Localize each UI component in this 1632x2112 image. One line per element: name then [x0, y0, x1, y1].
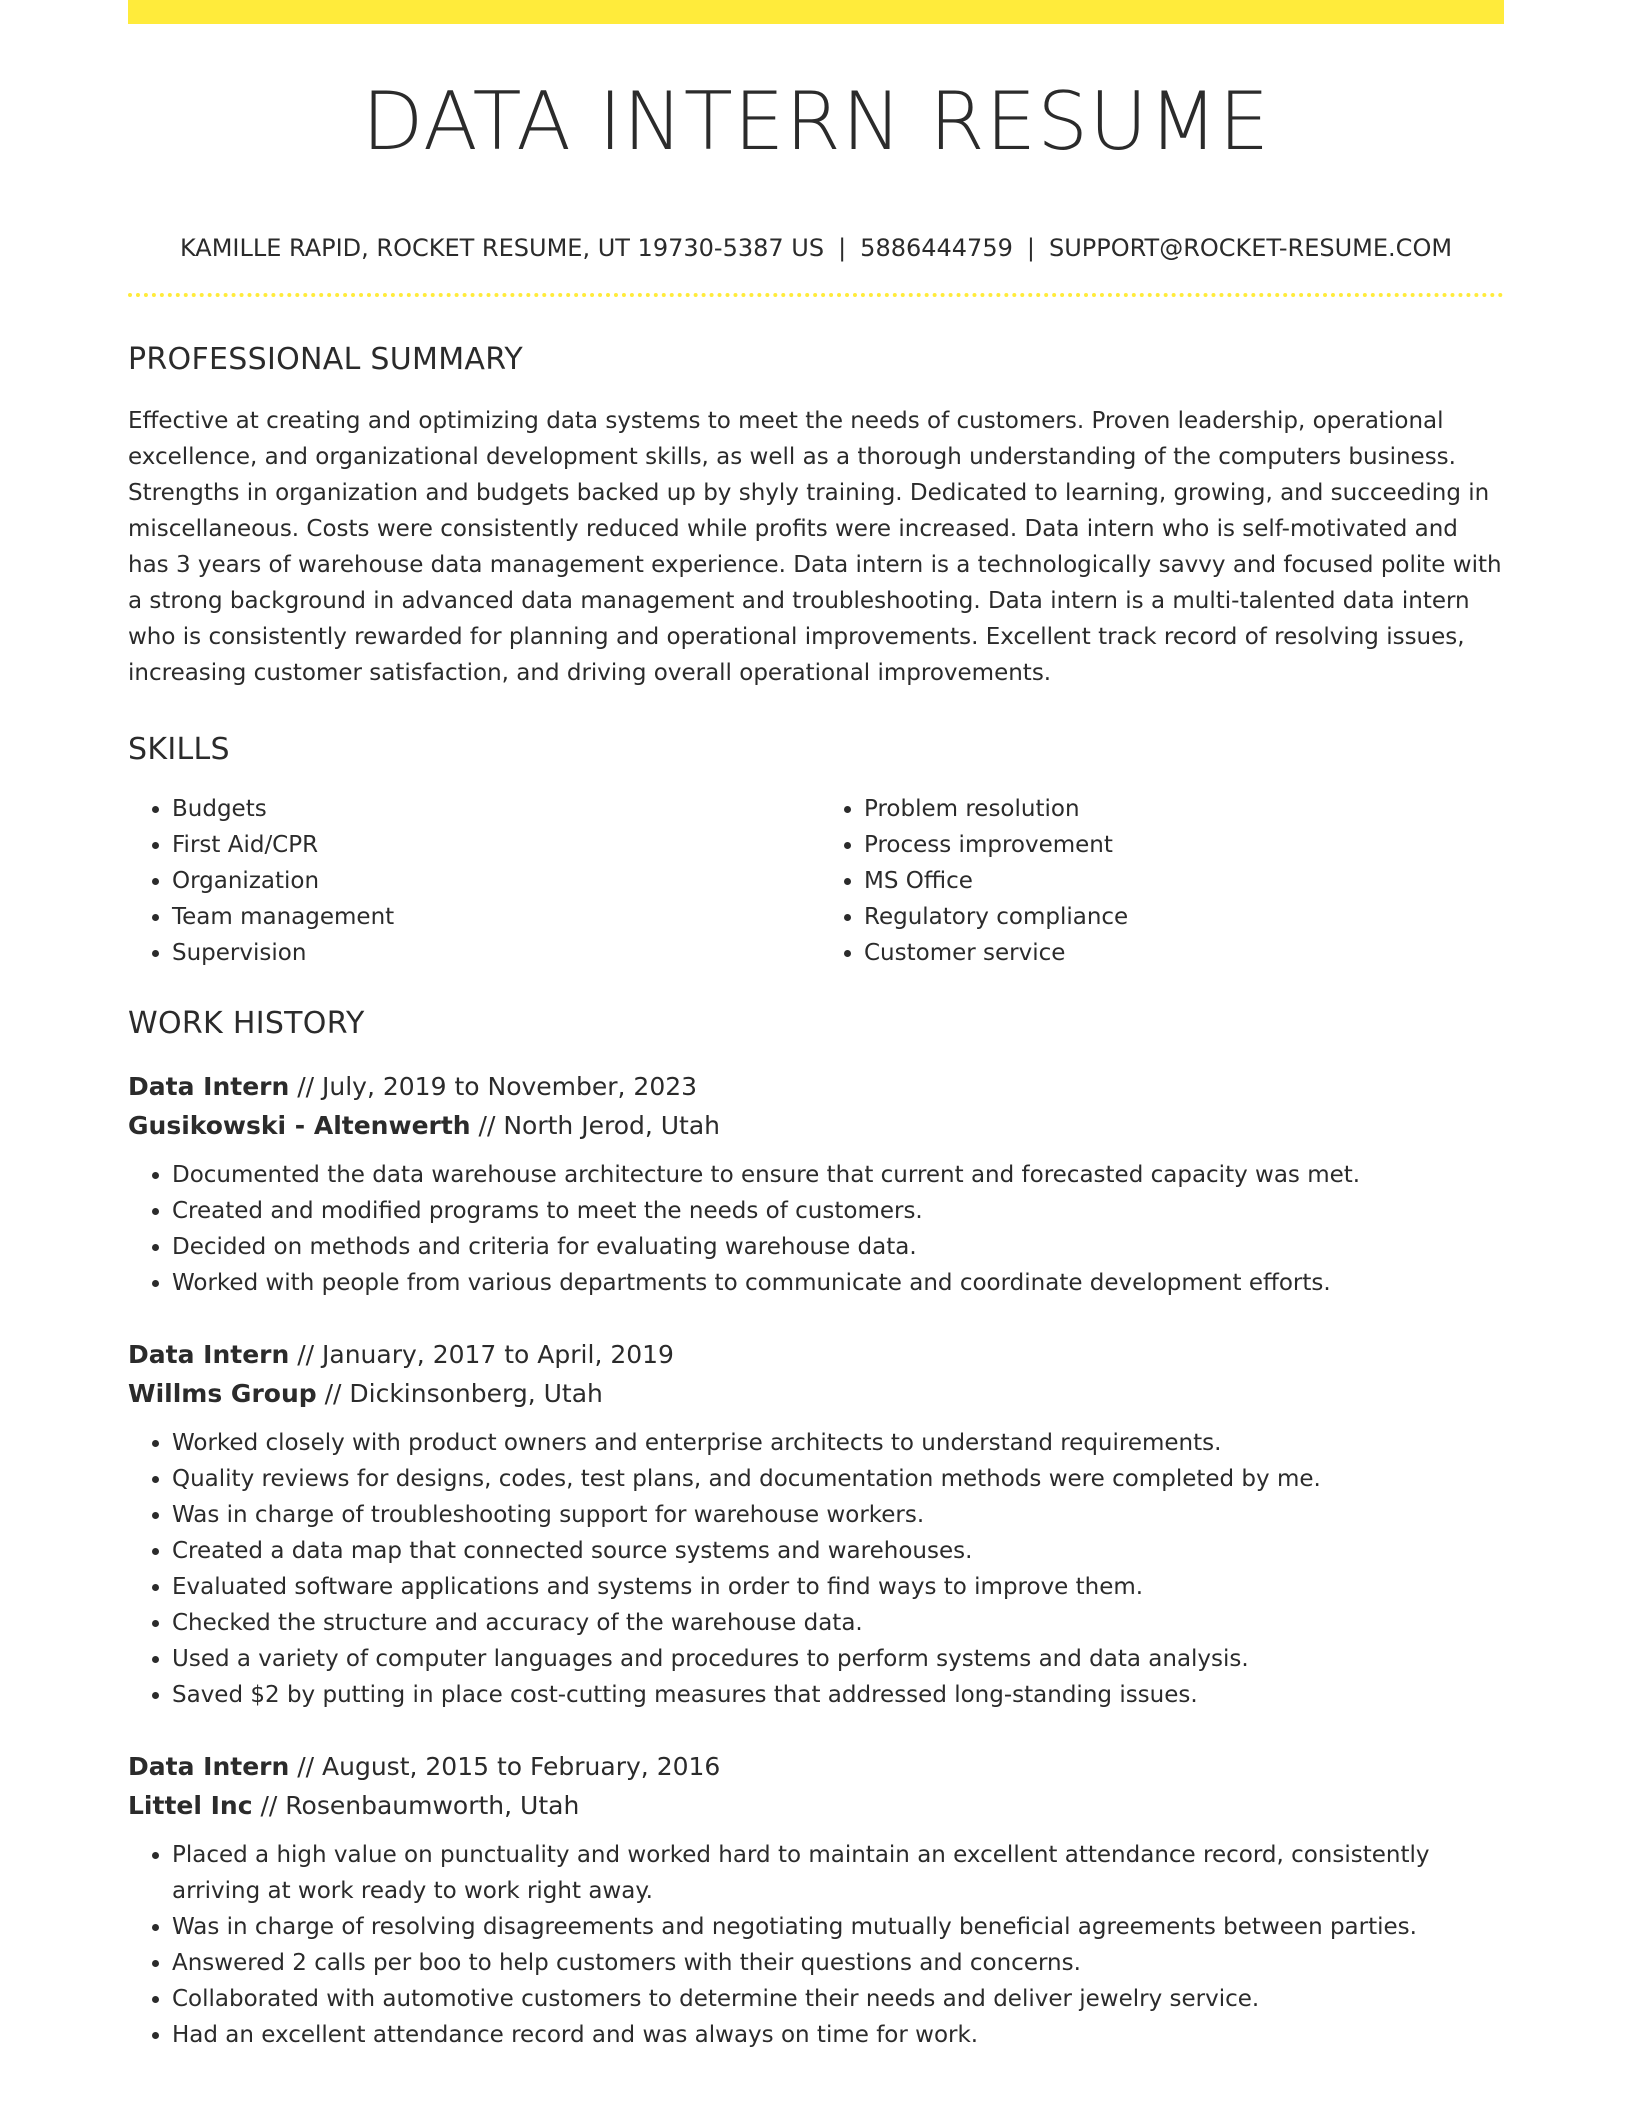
job-bullet: • Quality reviews for designs, codes, test plans, and documentation methods were completed by me.: [172, 1461, 1504, 1497]
skills-column-right: [816, 791, 1504, 971]
job-entry: [128, 1067, 1504, 1301]
job-bullet: • Created and modified programs to meet the needs of customers.: [172, 1193, 1504, 1229]
skills-list: [128, 791, 1504, 971]
job-bullets: [128, 1157, 1504, 1301]
job-entry: [128, 1747, 1504, 2053]
contact-email: SUPPORT@ROCKET-RESUME.COM: [1048, 234, 1453, 262]
contact-separator: |: [838, 234, 847, 262]
job-location: // North Jerod, Utah: [470, 1110, 721, 1140]
summary-heading: PROFESSIONAL SUMMARY: [128, 341, 524, 377]
contact-separator: |: [1026, 234, 1035, 262]
resume-page: [128, 0, 1504, 2053]
job-company-line: [128, 1106, 1504, 1145]
job-bullet: • Worked with people from various departments to communicate and coordinate development efforts.: [172, 1265, 1504, 1301]
job-bullet: • Worked closely with product owners and enterprise architects to understand requirements.: [172, 1425, 1504, 1461]
job-bullet: • Evaluated software applications and systems in order to find ways to improve them.: [172, 1569, 1504, 1605]
accent-top-bar: [128, 0, 1504, 24]
job-dates: // July, 2019 to November, 2023: [289, 1071, 698, 1101]
resume-title: DATA INTERN RESUME: [361, 75, 1271, 168]
job-role: Data Intern: [128, 1071, 290, 1101]
skill-item: • MS Office: [864, 863, 1504, 899]
job-location: // Dickinsonberg, Utah: [316, 1378, 603, 1408]
job-location: // Rosenbaumworth, Utah: [252, 1790, 580, 1820]
job-entry: [128, 1335, 1504, 1713]
contact-line: [128, 234, 1504, 263]
skills-heading: SKILLS: [128, 731, 230, 767]
job-bullets: [128, 1425, 1504, 1713]
job-bullet: • Was in charge of resolving disagreements and negotiating mutually beneficial agreements between parties.: [172, 1909, 1504, 1945]
skill-item: • First Aid/CPR: [172, 827, 816, 863]
dotted-divider: [128, 293, 1504, 297]
skills-column-left: [128, 791, 816, 971]
job-bullet: • Had an excellent attendance record and was always on time for work.: [172, 2017, 1504, 2053]
skill-item: • Process improvement: [864, 827, 1504, 863]
contact-phone: 5886444759: [860, 234, 1013, 262]
job-company-line: [128, 1786, 1504, 1825]
skill-item: • Organization: [172, 863, 816, 899]
job-bullet: • Documented the data warehouse architecture to ensure that current and forecasted capacity was met.: [172, 1157, 1504, 1193]
job-dates: // January, 2017 to April, 2019: [289, 1339, 674, 1369]
job-bullet: • Collaborated with automotive customers to determine their needs and deliver jewelry service.: [172, 1981, 1504, 2017]
job-bullet: • Decided on methods and criteria for evaluating warehouse data.: [172, 1229, 1504, 1265]
skill-item: • Customer service: [864, 935, 1504, 971]
job-company: Littel Inc: [128, 1790, 253, 1820]
job-company-line: [128, 1374, 1504, 1413]
job-role: Data Intern: [128, 1751, 290, 1781]
summary-text: Effective at creating and optimizing data systems to meet the needs of customers. Proven leadership, operational excellence, and organizational development skills, as well as a thorough understanding of the computers business. Strengths in organization and budgets backed up by shyly training. Dedicated to learning, growing, and succeeding in miscellaneous. Costs were consistently reduced while profits were increased. Data intern who is self-motivated and has 3 years of warehouse data management experience. Data intern is a technologically savvy and focused polite with a strong background in advanced data management and troubleshooting. Data intern is a multi-talented data intern who is consistently rewarded for planning and operational improvements. Excellent track record of resolving issues, increasing customer satisfaction, and driving overall operational improvements.: [128, 407, 1502, 686]
job-title-line: [128, 1335, 1504, 1374]
job-bullet: • Placed a high value on punctuality and worked hard to maintain an excellent attendance record, consistently arriving at work ready to work right away.: [172, 1837, 1504, 1909]
job-bullets: [128, 1837, 1504, 2053]
job-bullet: • Saved $2 by putting in place cost-cutting measures that addressed long-standing issues.: [172, 1677, 1504, 1713]
job-company: Willms Group: [128, 1378, 317, 1408]
job-company: Gusikowski - Altenwerth: [128, 1110, 471, 1140]
skill-item: • Supervision: [172, 935, 816, 971]
work-history-heading: WORK HISTORY: [128, 1005, 365, 1041]
job-dates: // August, 2015 to February, 2016: [289, 1751, 721, 1781]
skill-item: • Budgets: [172, 791, 816, 827]
job-bullet: • Was in charge of troubleshooting support for warehouse workers.: [172, 1497, 1504, 1533]
job-bullet: • Used a variety of computer languages and procedures to perform systems and data analysis.: [172, 1641, 1504, 1677]
job-role: Data Intern: [128, 1339, 290, 1369]
job-bullet: • Created a data map that connected source systems and warehouses.: [172, 1533, 1504, 1569]
contact-address: KAMILLE RAPID, ROCKET RESUME, UT 19730-5387 US: [179, 234, 825, 262]
job-title-line: [128, 1747, 1504, 1786]
job-bullet: • Answered 2 calls per boo to help customers with their questions and concerns.: [172, 1945, 1504, 1981]
skill-item: • Problem resolution: [864, 791, 1504, 827]
skill-item: • Team management: [172, 899, 816, 935]
job-bullet: • Checked the structure and accuracy of the warehouse data.: [172, 1605, 1504, 1641]
skill-item: • Regulatory compliance: [864, 899, 1504, 935]
job-title-line: [128, 1067, 1504, 1106]
